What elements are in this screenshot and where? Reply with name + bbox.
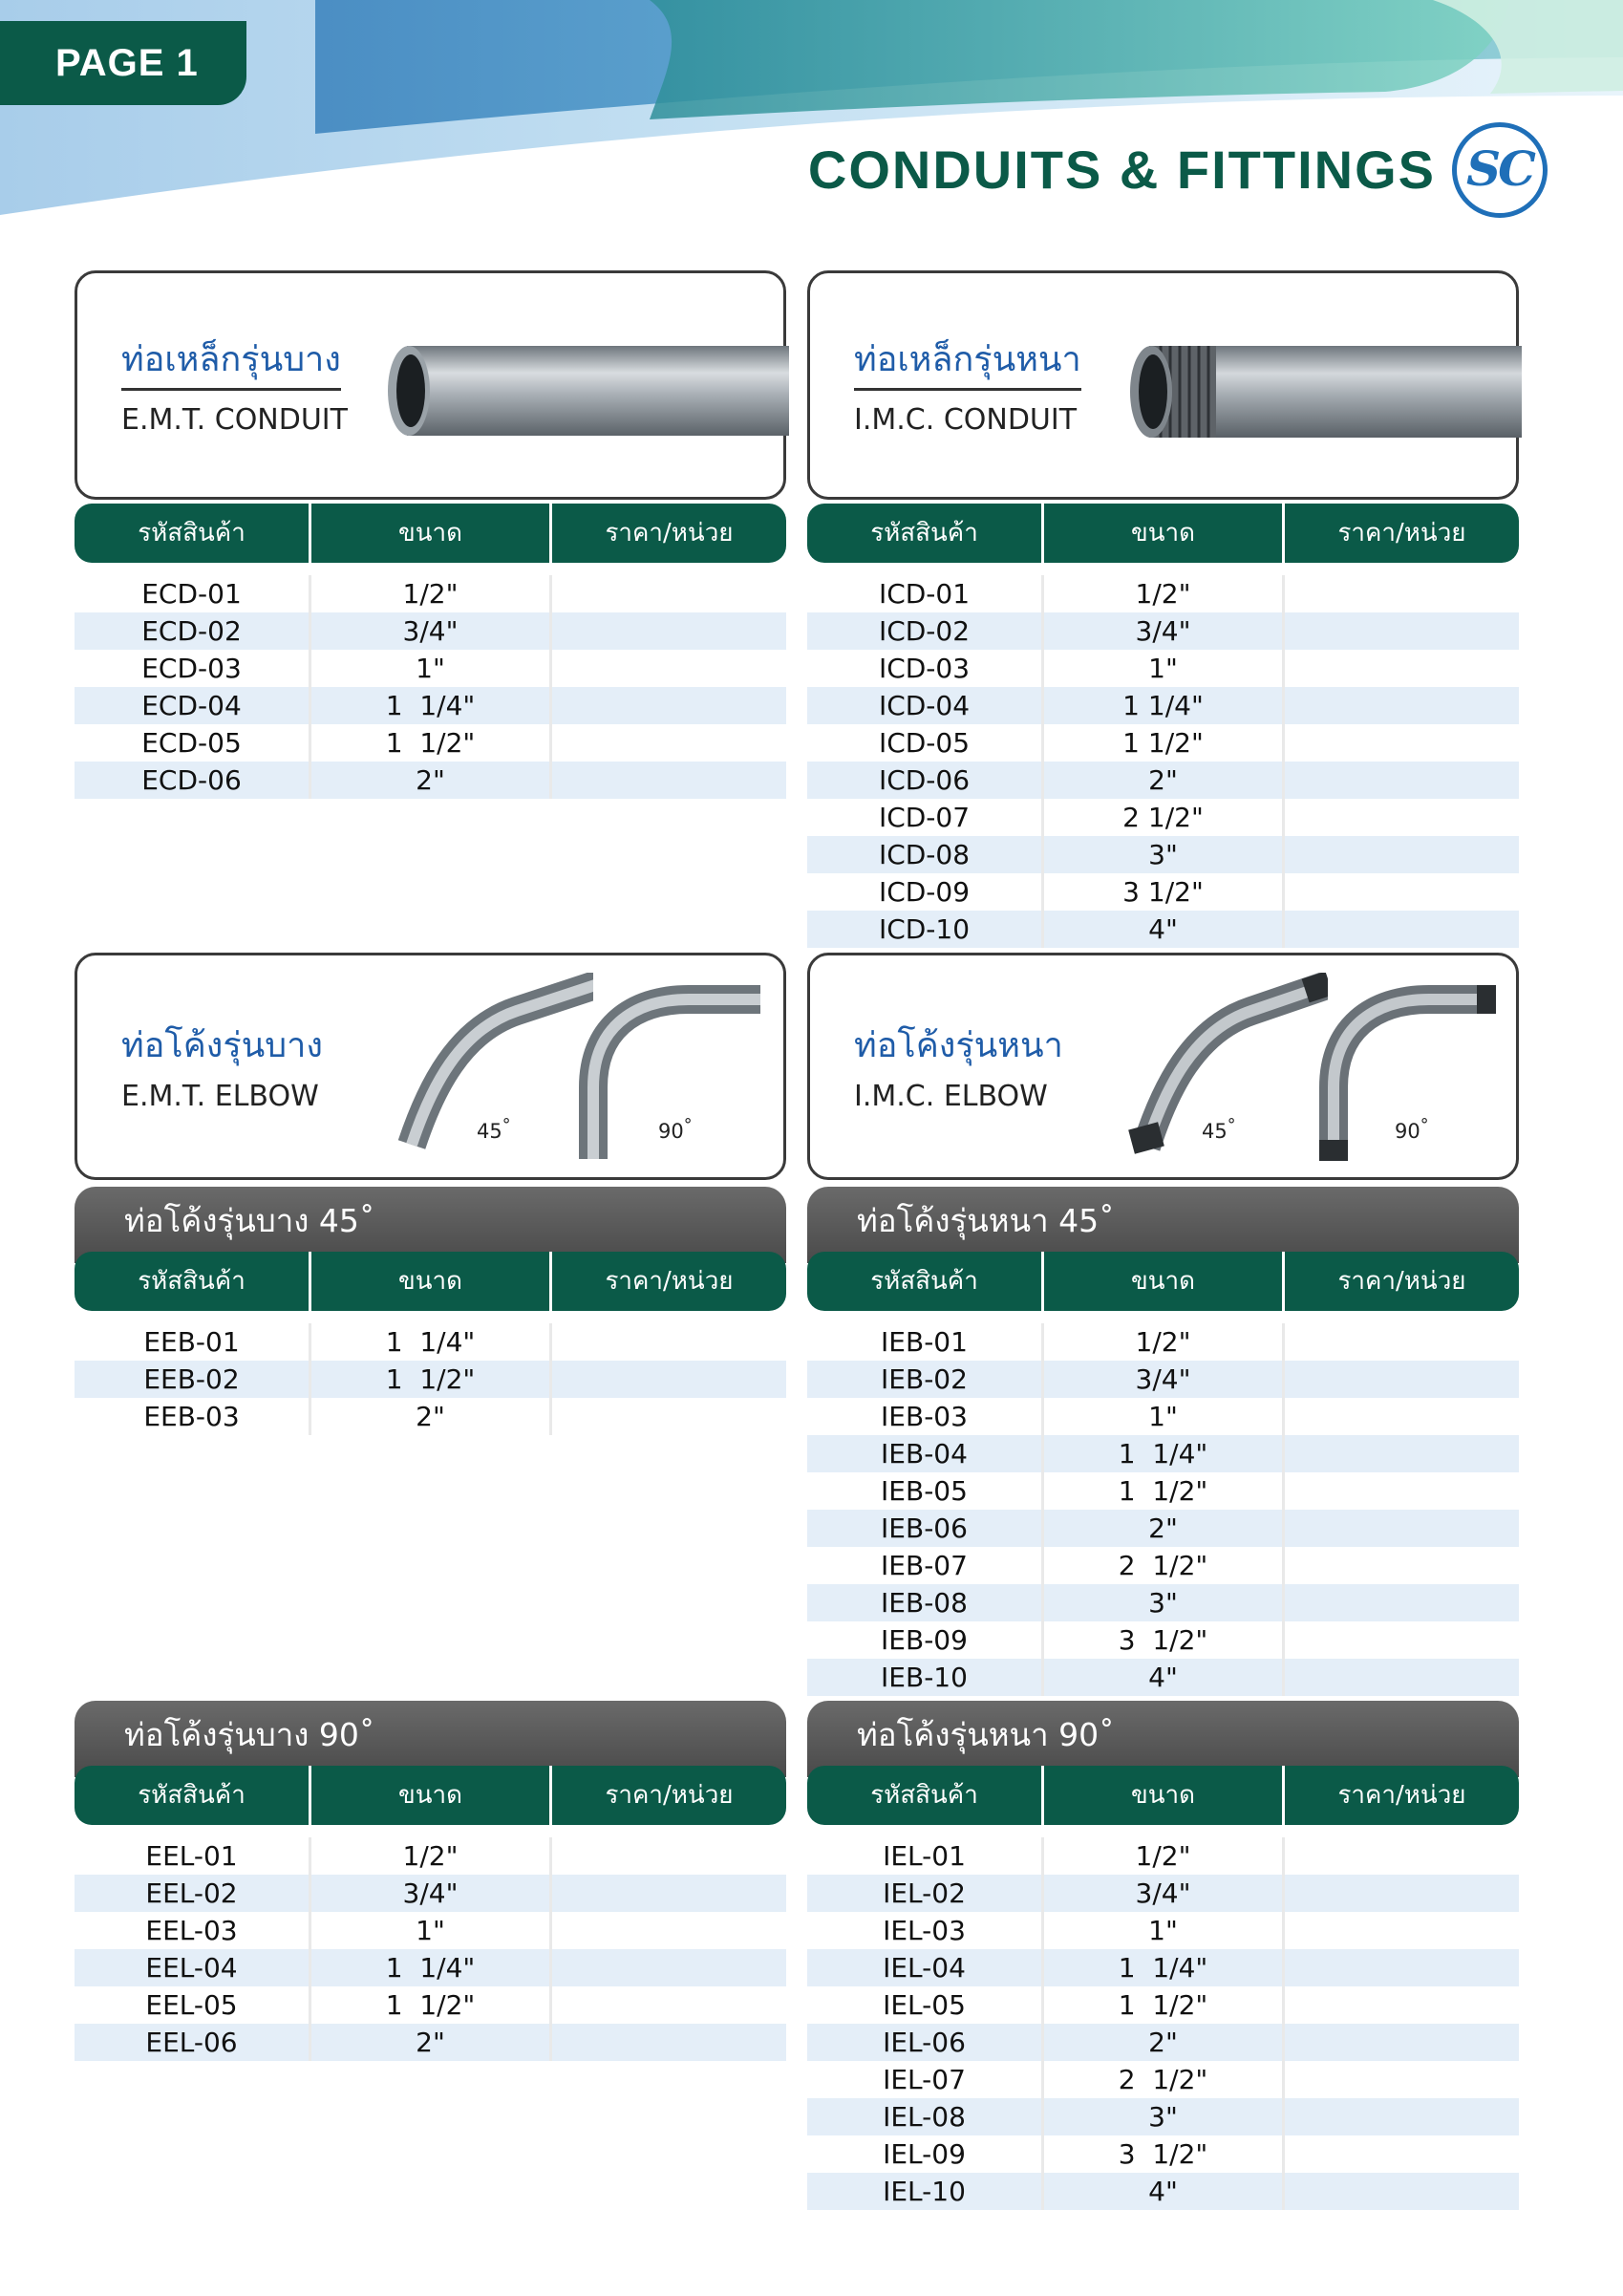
column-header-price: ราคา/หน่วย [605,1781,734,1810]
table-row [807,762,1519,799]
size-cell: 1" [311,650,552,687]
price-cell [1285,1472,1519,1510]
price-cell [1285,2173,1519,2210]
table-row [75,1949,786,1986]
product-code-cell: EEB-02 [75,1361,311,1398]
table-row [75,1986,786,2024]
table-row [75,1398,786,1435]
column-header-code: รหัสสินค้า [807,504,1044,563]
product-code-cell: ICD-03 [807,650,1044,687]
price-cell [1285,1659,1519,1696]
emt-conduit-card [75,270,786,500]
size-cell: 3/4" [311,1875,552,1912]
size-cell: 2" [311,2024,552,2061]
table-row [807,1510,1519,1547]
size-cell: 2 1/2" [1044,2061,1285,2098]
table-row [75,1875,786,1912]
table-row [807,1435,1519,1472]
column-header-price: ราคา/หน่วย [1337,519,1466,547]
size-cell: 1 1/4" [1044,1435,1285,1472]
product-code-cell: IEL-05 [807,1986,1044,2024]
section-title-imc-elbow-45: ท่อโค้งรุ่นหนา 45˚ [807,1187,1519,1263]
table-body [75,1323,786,1435]
column-header-price: ราคา/หน่วย [1337,1267,1466,1296]
price-cell [552,575,786,612]
page-title: CONDUITS & FITTINGS [807,139,1436,200]
card-english-title: I.M.C. ELBOW [854,1080,1048,1113]
product-code-cell: IEB-10 [807,1659,1044,1696]
product-code-cell: ICD-02 [807,612,1044,650]
table-header [807,504,1519,563]
column-header-price: ราคา/หน่วย [1337,1781,1466,1810]
product-code-cell: IEL-01 [807,1837,1044,1875]
sc-brand-logo [1452,122,1548,218]
table-body [807,1837,1519,2210]
price-cell [1285,2024,1519,2061]
table-row [75,1837,786,1875]
product-code-cell: ICD-09 [807,873,1044,911]
price-cell [1285,2061,1519,2098]
imc-elbow-45-table [807,1252,1519,1696]
product-code-cell: ICD-06 [807,762,1044,799]
column-header-price: ราคา/หน่วย [605,519,734,547]
price-cell [1285,836,1519,873]
price-cell [1285,1837,1519,1875]
table-row [75,575,786,612]
page-header [0,0,1623,229]
logo-text: SC [1466,140,1533,197]
table-row [807,1912,1519,1949]
table-row [807,650,1519,687]
product-code-cell: ICD-08 [807,836,1044,873]
size-cell: 1/2" [1044,575,1285,612]
column-header-size: ขนาด [311,504,552,563]
table-header [75,1252,786,1311]
product-code-cell: IEL-06 [807,2024,1044,2061]
product-code-cell: IEB-09 [807,1621,1044,1659]
table-row [807,1986,1519,2024]
product-code-cell: EEL-04 [75,1949,311,1986]
product-code-cell: IEB-05 [807,1472,1044,1510]
product-code-cell: EEB-03 [75,1398,311,1435]
price-cell [552,1949,786,1986]
product-code-cell: EEL-02 [75,1875,311,1912]
threaded-pipe-image [1111,336,1522,470]
size-cell: 1" [1044,1912,1285,1949]
price-cell [552,1986,786,2024]
product-code-cell: IEL-03 [807,1912,1044,1949]
price-cell [552,1912,786,1949]
size-cell: 1 1/2" [1044,1472,1285,1510]
price-cell [1285,687,1519,724]
table-row [807,612,1519,650]
size-cell: 1/2" [1044,1837,1285,1875]
price-cell [1285,650,1519,687]
size-cell: 4" [1044,2173,1285,2210]
size-cell: 2" [1044,2024,1285,2061]
table-row [807,836,1519,873]
price-cell [1285,575,1519,612]
table-row [807,1323,1519,1361]
emt-elbow-90-table [75,1766,786,2061]
column-header-code: รหัสสินค้า [807,1766,1044,1825]
straight-pipe-image [369,333,789,466]
table-row [807,799,1519,836]
price-cell [1285,2098,1519,2135]
table-row [75,1361,786,1398]
size-cell: 1/2" [311,575,552,612]
imc-conduit-table [807,504,1519,948]
product-code-cell: ECD-03 [75,650,311,687]
table-row [75,2024,786,2061]
table-row [807,1472,1519,1510]
product-code-cell: IEL-10 [807,2173,1044,2210]
price-cell [1285,1361,1519,1398]
size-cell: 1" [1044,650,1285,687]
size-cell: 1 1/2" [311,1986,552,2024]
table-row [807,2135,1519,2173]
size-cell: 2" [311,762,552,799]
size-cell: 1 1/2" [311,724,552,762]
size-cell: 1 1/4" [311,1949,552,1986]
size-cell: 1 1/2" [1044,724,1285,762]
table-row [75,724,786,762]
angle-45-label: 45° [1202,1116,1236,1143]
price-cell [552,612,786,650]
imc-conduit-card [807,270,1519,500]
product-code-cell: ECD-05 [75,724,311,762]
price-cell [1285,2135,1519,2173]
table-row [75,1323,786,1361]
size-cell: 3/4" [1044,1361,1285,1398]
size-cell: 1 1/4" [1044,1949,1285,1986]
price-cell [552,1361,786,1398]
table-body [807,575,1519,948]
price-cell [1285,1986,1519,2024]
size-cell: 3" [1044,2098,1285,2135]
card-thai-title: ท่อเหล็กรุ่นหนา [854,338,1081,391]
table-row [807,1837,1519,1875]
size-cell: 1/2" [311,1837,552,1875]
price-cell [552,1398,786,1435]
product-code-cell: IEL-07 [807,2061,1044,2098]
product-code-cell: IEB-07 [807,1547,1044,1584]
price-cell [1285,1912,1519,1949]
column-header-size: ขนาด [1044,504,1285,563]
price-cell [552,724,786,762]
product-code-cell: ICD-10 [807,911,1044,948]
product-code-cell: ECD-04 [75,687,311,724]
price-cell [1285,799,1519,836]
size-cell: 1 1/4" [311,1323,552,1361]
table-header [807,1252,1519,1311]
size-cell: 4" [1044,911,1285,948]
card-english-title: I.M.C. CONDUIT [854,403,1078,437]
size-cell: 1" [311,1912,552,1949]
price-cell [1285,911,1519,948]
size-cell: 2" [311,1398,552,1435]
card-thai-title: ท่อเหล็กรุ่นบาง [121,338,341,391]
size-cell: 4" [1044,1659,1285,1696]
size-cell: 1/2" [1044,1323,1285,1361]
column-header-size: ขนาด [1044,1766,1285,1825]
column-header-price: ราคา/หน่วย [605,1267,734,1296]
size-cell: 3/4" [1044,1875,1285,1912]
table-body [75,1837,786,2061]
table-row [75,612,786,650]
table-row [807,1547,1519,1584]
product-code-cell: IEB-08 [807,1584,1044,1621]
product-code-cell: IEB-06 [807,1510,1044,1547]
table-header [807,1766,1519,1825]
column-header-size: ขนาด [311,1252,552,1311]
table-row [75,762,786,799]
table-row [75,1912,786,1949]
product-code-cell: ICD-04 [807,687,1044,724]
table-row [75,687,786,724]
table-row [807,575,1519,612]
table-header [75,1766,786,1825]
table-row [807,2173,1519,2210]
product-code-cell: IEB-03 [807,1398,1044,1435]
angle-45-label: 45° [477,1116,511,1143]
size-cell: 2" [1044,1510,1285,1547]
table-row [807,2024,1519,2061]
product-code-cell: EEB-01 [75,1323,311,1361]
table-row [807,1621,1519,1659]
price-cell [1285,873,1519,911]
section-title-emt-elbow-90: ท่อโค้งรุ่นบาง 90˚ [75,1701,786,1777]
price-cell [1285,1435,1519,1472]
table-row [807,1949,1519,1986]
product-code-cell: ECD-01 [75,575,311,612]
product-code-cell: ECD-02 [75,612,311,650]
size-cell: 1" [1044,1398,1285,1435]
price-cell [1285,1875,1519,1912]
product-code-cell: EEL-06 [75,2024,311,2061]
table-body [75,575,786,799]
price-cell [1285,724,1519,762]
product-code-cell: ECD-06 [75,762,311,799]
size-cell: 1 1/2" [1044,1986,1285,2024]
table-row [807,1584,1519,1621]
table-body [807,1323,1519,1696]
table-row [807,1875,1519,1912]
price-cell [1285,1547,1519,1584]
price-cell [1285,1323,1519,1361]
product-code-cell: EEL-05 [75,1986,311,2024]
column-header-size: ขนาด [1044,1252,1285,1311]
size-cell: 3" [1044,836,1285,873]
card-english-title: E.M.T. CONDUIT [121,403,348,437]
size-cell: 3 1/2" [1044,2135,1285,2173]
size-cell: 1 1/4" [1044,687,1285,724]
card-thai-title: ท่อโค้งรุ่นหนา [854,1026,1063,1065]
table-row [807,1398,1519,1435]
price-cell [552,762,786,799]
price-cell [1285,1584,1519,1621]
price-cell [1285,1621,1519,1659]
product-code-cell: IEB-02 [807,1361,1044,1398]
section-title-emt-elbow-45: ท่อโค้งรุ่นบาง 45˚ [75,1187,786,1263]
price-cell [552,687,786,724]
emt-conduit-table [75,504,786,799]
price-cell [1285,1398,1519,1435]
price-cell [552,1837,786,1875]
size-cell: 2" [1044,762,1285,799]
table-row [807,2061,1519,2098]
card-english-title: E.M.T. ELBOW [121,1080,319,1113]
size-cell: 3 1/2" [1044,873,1285,911]
section-title-imc-elbow-90: ท่อโค้งรุ่นหนา 90˚ [807,1701,1519,1777]
table-row [807,724,1519,762]
product-code-cell: IEL-08 [807,2098,1044,2135]
size-cell: 1 1/2" [311,1361,552,1398]
column-header-code: รหัสสินค้า [807,1252,1044,1311]
table-row [807,911,1519,948]
product-code-cell: IEL-04 [807,1949,1044,1986]
imc-elbow-card [807,953,1519,1180]
product-code-cell: ICD-07 [807,799,1044,836]
product-code-cell: EEL-01 [75,1837,311,1875]
table-row [75,650,786,687]
page-number-tab: PAGE 1 [0,21,246,105]
price-cell [552,2024,786,2061]
card-thai-title: ท่อโค้งรุ่นบาง [121,1026,323,1065]
table-row [807,687,1519,724]
size-cell: 3/4" [311,612,552,650]
size-cell: 2 1/2" [1044,1547,1285,1584]
size-cell: 1 1/4" [311,687,552,724]
price-cell [552,1323,786,1361]
price-cell [552,650,786,687]
column-header-code: รหัสสินค้า [75,1766,311,1825]
emt-elbow-45-table [75,1252,786,1435]
product-code-cell: IEL-09 [807,2135,1044,2173]
price-cell [1285,612,1519,650]
price-cell [1285,1949,1519,1986]
product-code-cell: IEL-02 [807,1875,1044,1912]
price-cell [1285,1510,1519,1547]
table-header [75,504,786,563]
column-header-code: รหัสสินค้า [75,1252,311,1311]
product-code-cell: EEL-03 [75,1912,311,1949]
price-cell [1285,762,1519,799]
table-row [807,873,1519,911]
size-cell: 3 1/2" [1044,1621,1285,1659]
product-code-cell: ICD-01 [807,575,1044,612]
table-row [807,1361,1519,1398]
angle-90-label: 90° [1395,1116,1429,1143]
column-header-size: ขนาด [311,1766,552,1825]
size-cell: 2 1/2" [1044,799,1285,836]
product-code-cell: IEB-04 [807,1435,1044,1472]
emt-elbow-card [75,953,786,1180]
imc-elbow-90-table [807,1766,1519,2210]
size-cell: 3" [1044,1584,1285,1621]
product-code-cell: IEB-01 [807,1323,1044,1361]
column-header-code: รหัสสินค้า [75,504,311,563]
table-row [807,1659,1519,1696]
table-row [807,2098,1519,2135]
size-cell: 3/4" [1044,612,1285,650]
angle-90-label: 90° [658,1116,693,1143]
price-cell [552,1875,786,1912]
product-code-cell: ICD-05 [807,724,1044,762]
